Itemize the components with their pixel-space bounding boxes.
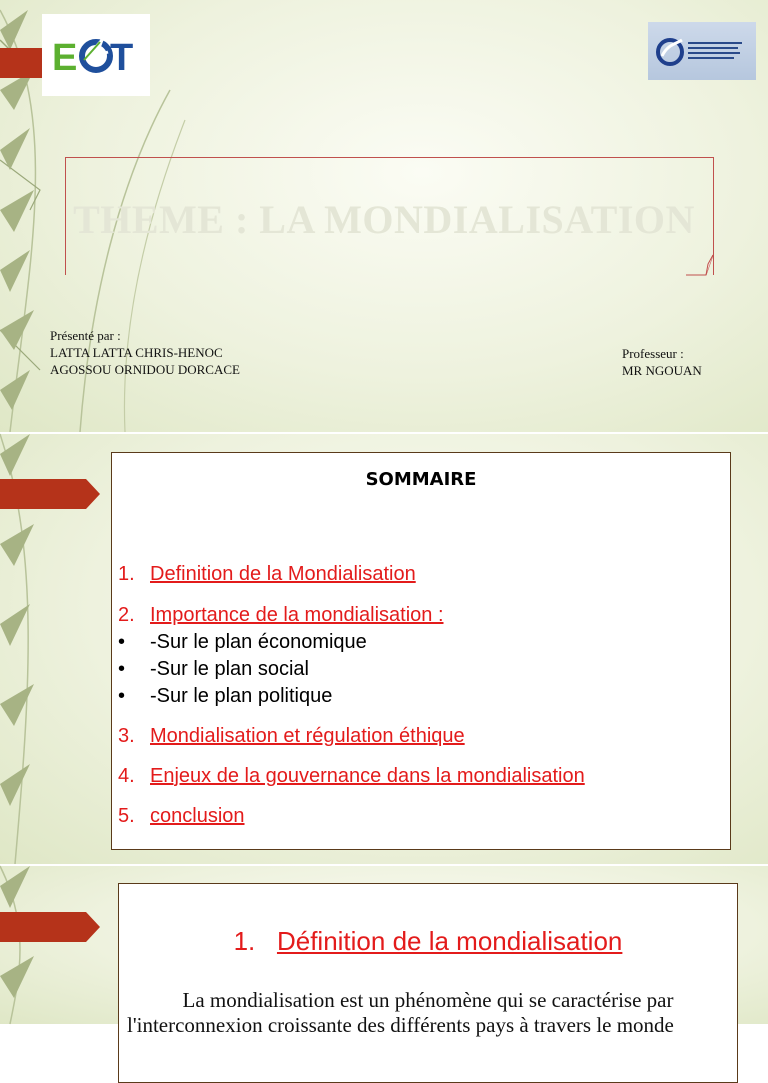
toc-item-2[interactable]	[118, 604, 444, 627]
toc-subitem	[118, 631, 367, 654]
ministry-globe-icon	[648, 22, 756, 80]
subitem-text: -Sur le plan économique	[150, 631, 367, 653]
slide-definition	[0, 866, 768, 1037]
red-arrow-tab	[0, 479, 100, 509]
toc-link[interactable]: Definition de la Mondialisation	[150, 563, 416, 585]
toc-subitem	[118, 658, 309, 681]
toc-link[interactable]: Enjeux de la gouvernance dans la mondialisation	[150, 765, 585, 787]
egt-logo-icon	[50, 32, 142, 78]
toc-link[interactable]: Importance de la mondialisation :	[150, 604, 444, 626]
toc-number: 4.	[118, 765, 135, 787]
subitem-text: -Sur le plan social	[150, 658, 309, 680]
toc-link[interactable]: Mondialisation et régulation éthique	[150, 725, 465, 747]
definition-paragraph-line1: La mondialisation est un phénomène qui se caractérise par	[182, 988, 674, 1012]
toc-item-1[interactable]	[118, 563, 416, 586]
page-curl-icon	[686, 254, 714, 276]
definition-box	[118, 883, 738, 1083]
subitem-text: -Sur le plan politique	[150, 685, 333, 707]
bullet-icon: •	[118, 658, 126, 680]
slide-sommaire	[0, 434, 768, 864]
presenter-name: AGOSSOU ORNIDOU DORCACE	[50, 362, 240, 377]
toc-number: 5.	[118, 805, 135, 827]
slide-title	[0, 0, 768, 432]
presenters-block	[50, 327, 240, 378]
egt-logo	[42, 14, 150, 96]
toc-subitem	[118, 685, 332, 708]
definition-heading[interactable]	[119, 926, 737, 957]
toc-link[interactable]: conclusion	[150, 805, 245, 827]
toc-number: 1.	[118, 563, 135, 585]
heading-link[interactable]: Définition de la mondialisation	[276, 926, 623, 956]
red-arrow-tab	[0, 912, 100, 942]
toc-item-4[interactable]	[118, 765, 585, 788]
bullet-icon: •	[118, 685, 126, 707]
toc-number: 3.	[118, 725, 135, 747]
professor-block	[622, 345, 702, 379]
sommaire-title: SOMMAIRE	[365, 469, 477, 490]
toc-number: 2.	[118, 604, 135, 626]
presented-by-label: Présenté par :	[50, 328, 121, 343]
ministry-logo	[648, 22, 756, 80]
toc-item-3[interactable]	[118, 725, 465, 748]
svg-text:E: E	[52, 37, 78, 79]
professor-label: Professeur :	[622, 346, 684, 361]
toc-item-5[interactable]	[118, 805, 245, 828]
svg-text:T: T	[110, 37, 134, 79]
professor-name: MR NGOUAN	[622, 363, 702, 378]
heading-number: 1.	[233, 926, 256, 956]
definition-paragraph-line2: l'interconnexion croissante des différents pays à travers le monde	[127, 1013, 674, 1037]
theme-title: THEME : LA MONDIALISATION	[73, 197, 695, 242]
sommaire-box	[111, 452, 731, 850]
presenter-name: LATTA LATTA CHRIS-HENOC	[50, 345, 223, 360]
bullet-icon: •	[118, 631, 126, 653]
